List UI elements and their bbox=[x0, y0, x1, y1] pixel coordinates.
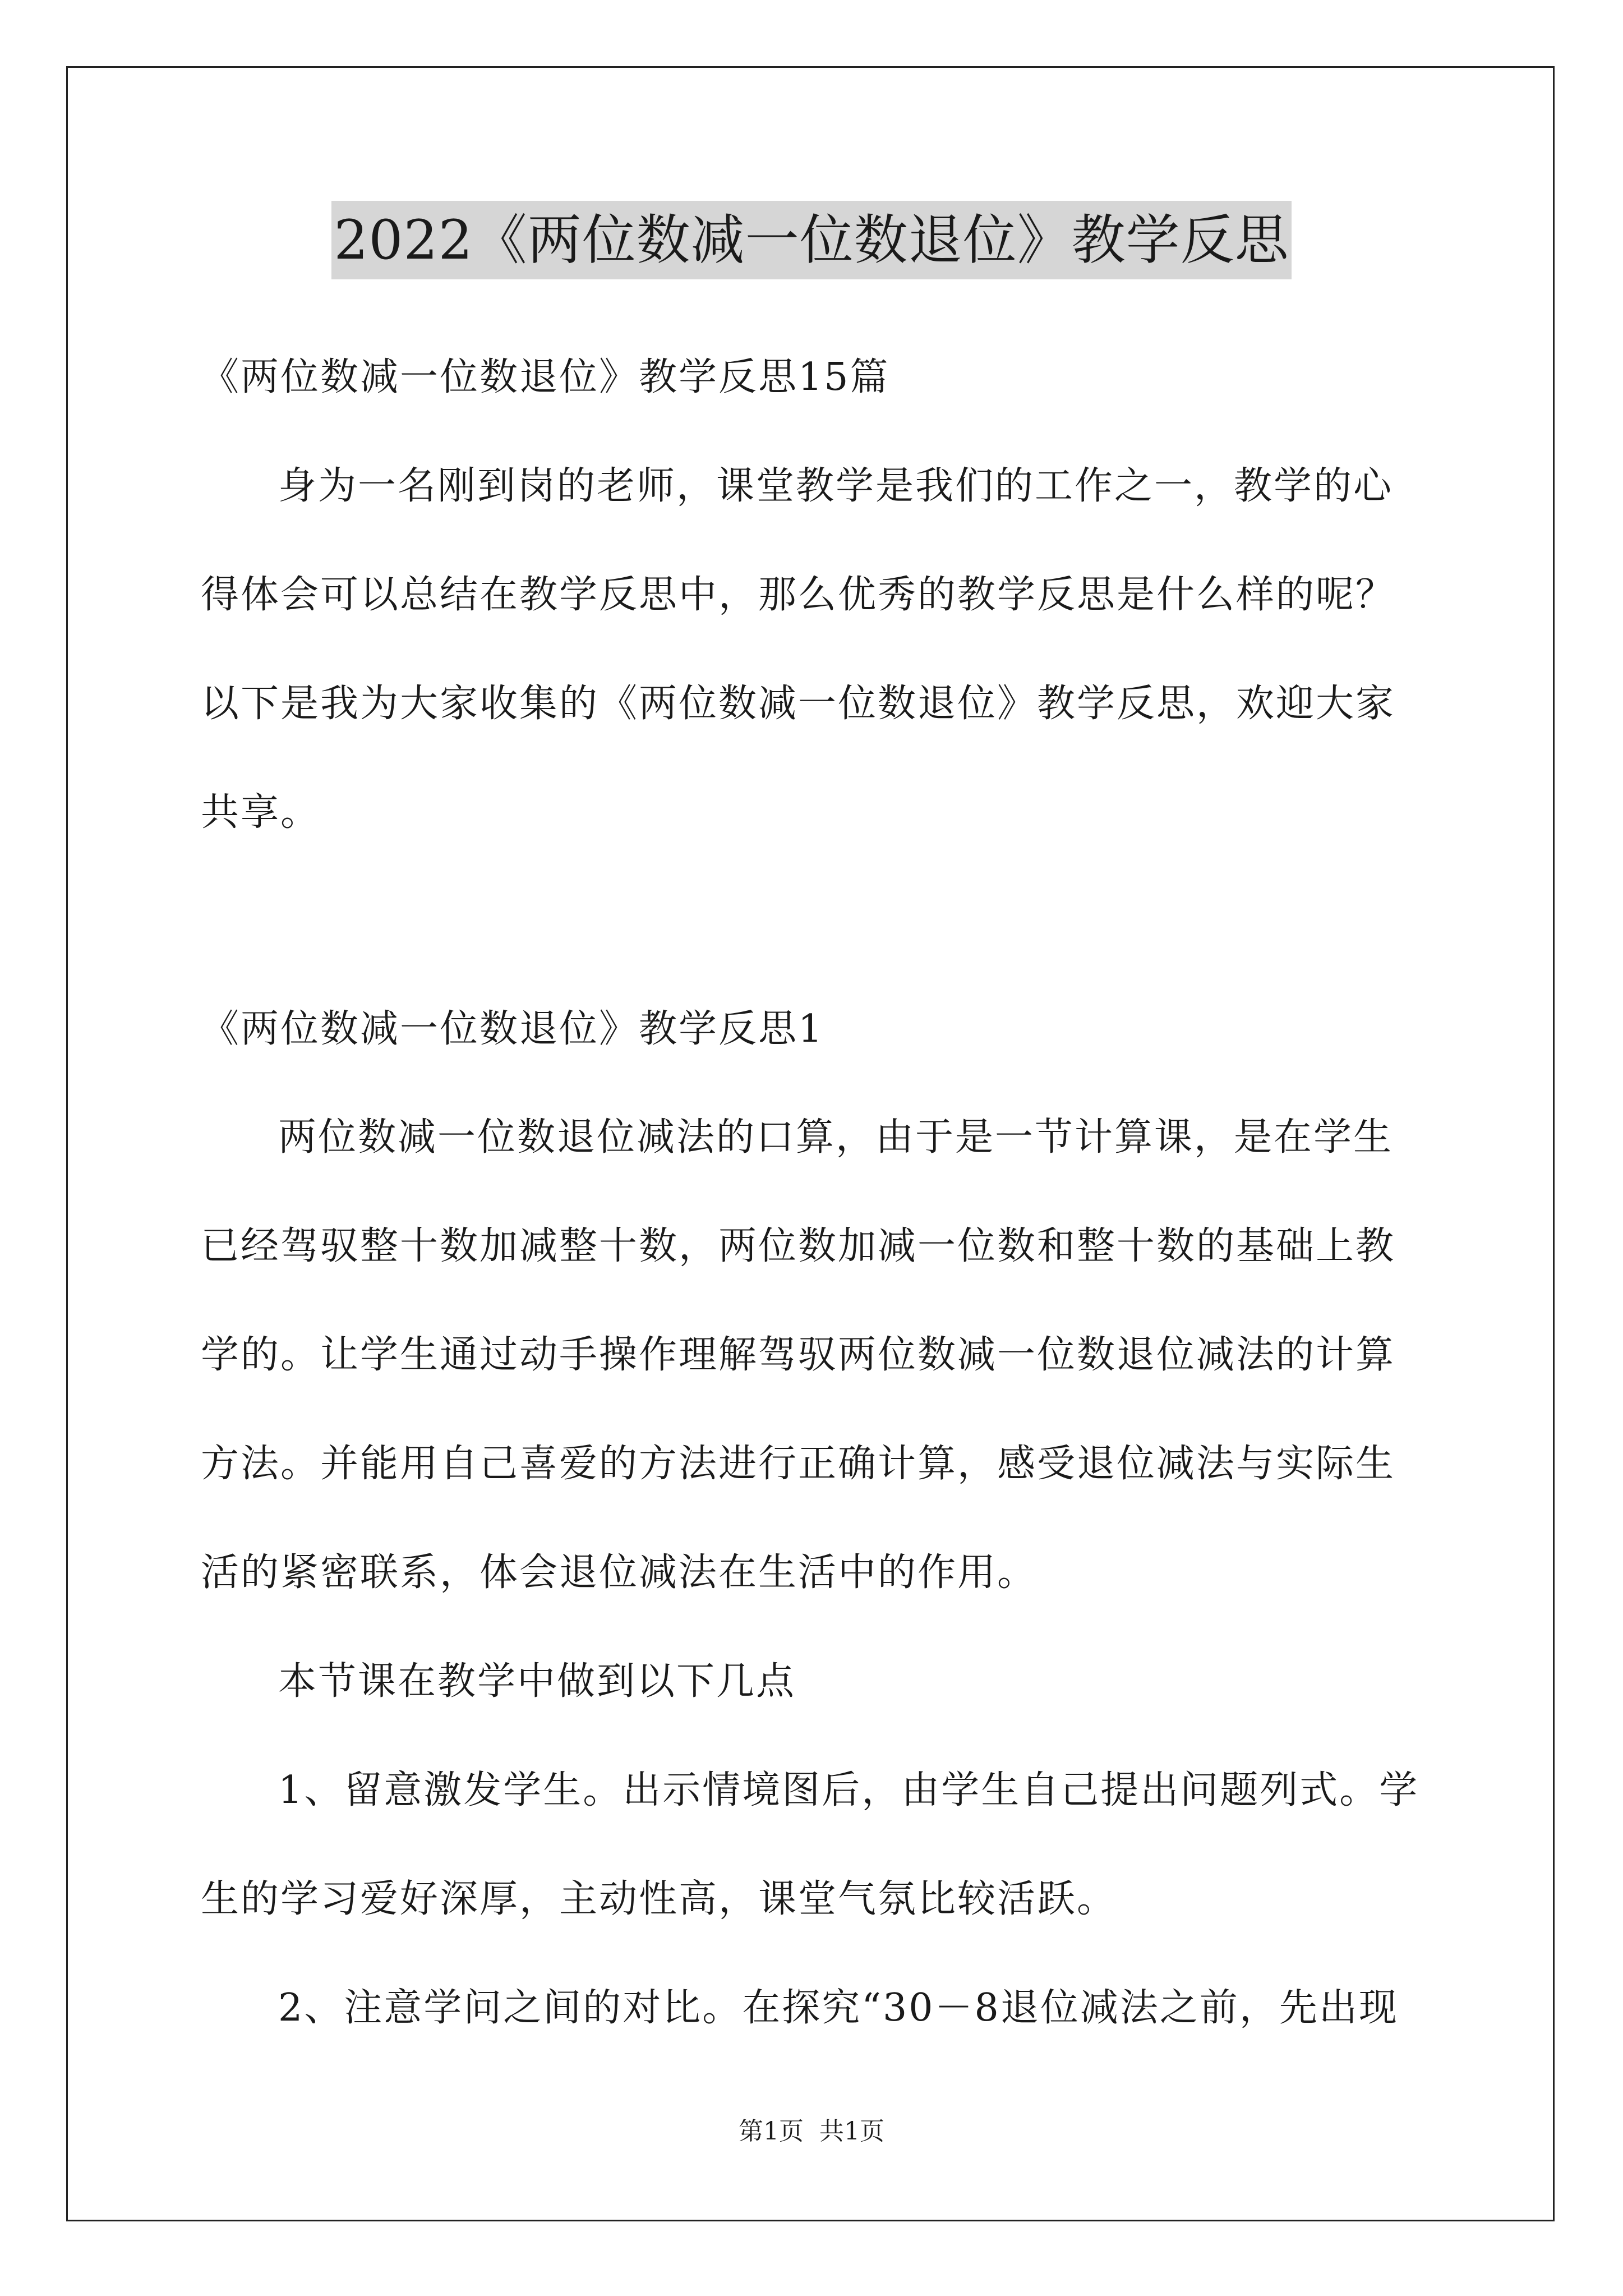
body-line-3: 学的。让学生通过动手操作理解驾驭两位数减一位数退位减法的计算 bbox=[201, 1333, 1396, 1377]
title-container bbox=[0, 201, 1623, 279]
body-line-4: 方法。并能用自己喜爱的方法进行正确计算，感受退位减法与实际生 bbox=[201, 1442, 1396, 1486]
body-line-8: 生的学习爱好深厚，主动性高，课堂气氛比较活跃。 bbox=[201, 1877, 1117, 1921]
intro-line-1: 身为一名刚到岗的老师，课堂教学是我们的工作之一，教学的心 bbox=[278, 464, 1394, 508]
page-total: 共1页 bbox=[819, 2117, 884, 2146]
body-line-9: 2、注意学问之间的对比。在探究“30－8退位减法之前，先出现 bbox=[278, 1986, 1399, 2030]
body-line-1: 两位数减一位数退位减法的口算，由于是一节计算课，是在学生 bbox=[278, 1115, 1394, 1159]
intro-line-2: 得体会可以总结在教学反思中，那么优秀的教学反思是什么样的呢？ bbox=[201, 573, 1396, 617]
body-line-2: 已经驾驭整十数加减整十数，两位数加减一位数和整十数的基础上教 bbox=[201, 1224, 1396, 1268]
body-line-5: 活的紧密联系，体会退位减法在生活中的作用。 bbox=[201, 1550, 1038, 1595]
document-subtitle: 《两位数减一位数退位》教学反思15篇 bbox=[201, 355, 890, 399]
body-line-6: 本节课在教学中做到以下几点 bbox=[278, 1659, 796, 1704]
body-line-7: 1、留意激发学生。出示情境图后，由学生自己提出问题列式。学 bbox=[278, 1768, 1419, 1812]
intro-line-4: 共享。 bbox=[201, 790, 321, 835]
document-title: 2022《两位数减一位数退位》教学反思 bbox=[331, 201, 1291, 279]
page-number: 第1页 bbox=[739, 2117, 804, 2146]
intro-line-3: 以下是我为大家收集的《两位数减一位数退位》教学反思，欢迎大家 bbox=[201, 682, 1396, 726]
section-heading: 《两位数减一位数退位》教学反思1 bbox=[201, 1007, 824, 1051]
page-footer bbox=[0, 2115, 1623, 2148]
